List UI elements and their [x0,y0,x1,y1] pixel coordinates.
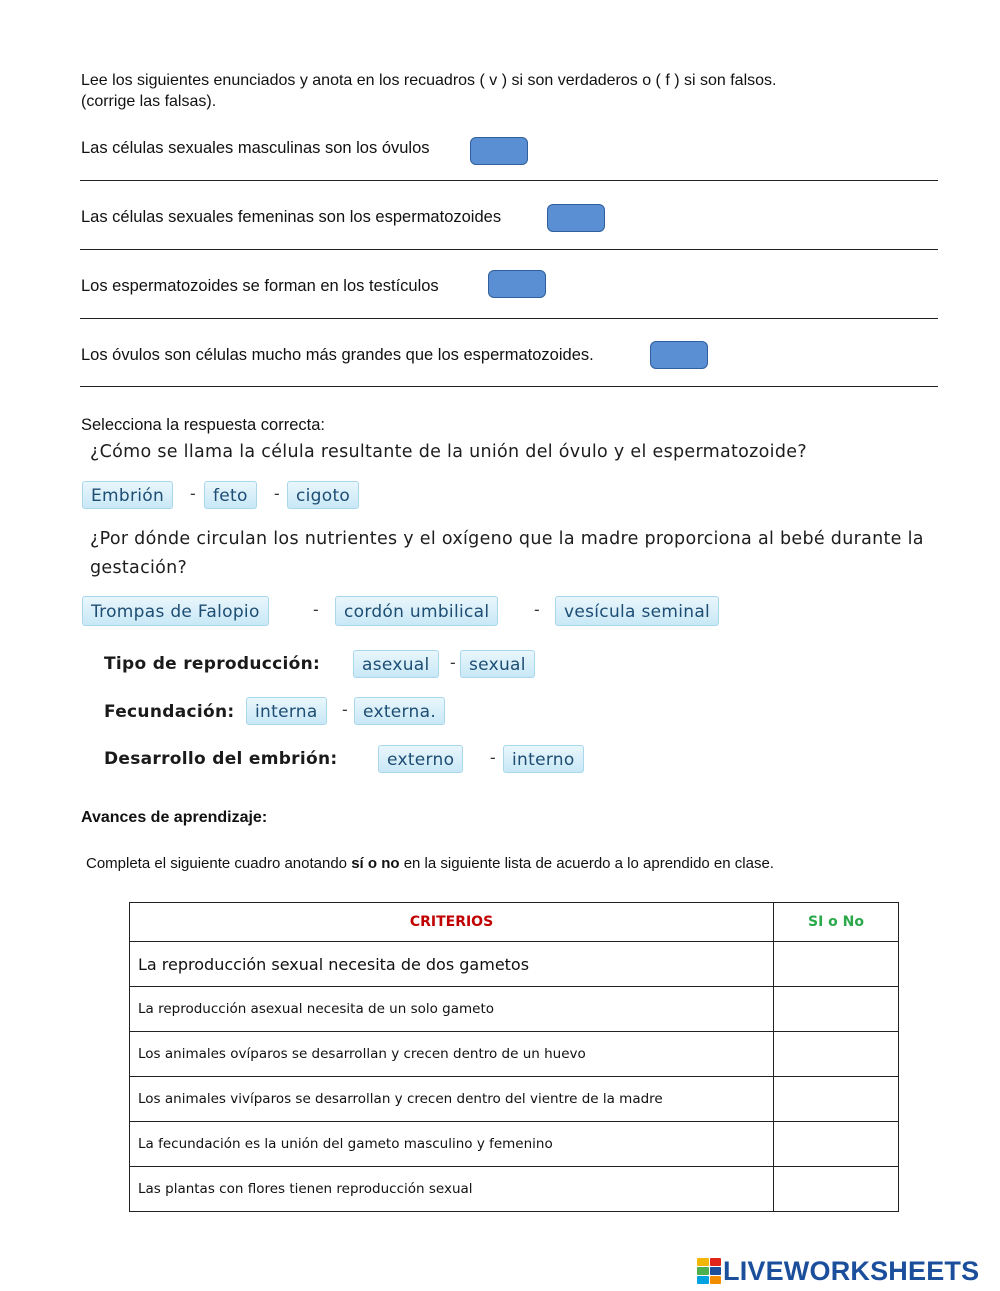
statement-1: Las células sexuales masculinas son los óvulos [81,139,430,157]
answer-box-3[interactable] [488,270,546,298]
answer-cell[interactable] [774,1167,899,1212]
question-2: ¿Por dónde circulan los nutrientes y el oxígeno que la madre proporciona al bebé durante la gestación? [90,529,924,578]
answer-box-2[interactable] [547,204,605,232]
separator: - [490,748,496,767]
answer-cell[interactable] [774,1032,899,1077]
answer-line-2[interactable] [80,249,938,250]
brand-name: LIVEWORKSHEETS [723,1255,980,1286]
option-embrion[interactable]: Embrión [82,481,173,509]
criteria-table [129,902,899,1212]
criterion-cell: Los animales vivíparos se desarrollan y crecen dentro del vientre de la madre [130,1077,774,1122]
statement-2: Las células sexuales femeninas son los espermatozoides [81,208,502,226]
statement-4: Los óvulos son células mucho más grandes que los espermatozoides. [81,346,594,364]
answer-cell[interactable] [774,987,899,1032]
tipo-reproduccion-label: Tipo de reproducción: [104,654,321,674]
separator: - [534,600,540,619]
table-row [130,942,899,987]
option-interno[interactable]: interno [503,745,584,773]
option-sexual[interactable]: sexual [460,650,535,678]
avances-intro [86,855,774,872]
option-cigoto[interactable]: cigoto [287,481,359,509]
criterion-cell: Los animales ovíparos se desarrollan y crecen dentro de un huevo [130,1032,774,1077]
answer-cell[interactable] [774,1122,899,1167]
answer-box-1[interactable] [470,137,528,165]
separator: - [313,600,319,619]
fecundacion-label: Fecundación: [104,702,235,722]
answer-cell[interactable] [774,1077,899,1122]
desarrollo-embrion-label: Desarrollo del embrión: [104,749,338,769]
option-externa[interactable]: externa. [354,697,445,725]
table-row [130,1122,899,1167]
option-externo[interactable]: externo [378,745,463,773]
option-feto[interactable]: feto [204,481,257,509]
criterion-cell: Las plantas con flores tienen reproducción sexual [130,1167,774,1212]
criterion-cell: La fecundación es la unión del gameto masculino y femenino [130,1122,774,1167]
separator: - [274,484,280,503]
answer-cell[interactable] [774,942,899,987]
answer-box-4[interactable] [650,341,708,369]
statement-3: Los espermatozoides se forman en los testículos [81,277,439,295]
criterion-cell: La reproducción sexual necesita de dos gametos [130,942,774,987]
instructions-line-2: (corrige las falsas). [81,93,217,110]
table-row [130,1032,899,1077]
option-interna[interactable]: interna [246,697,327,725]
liveworksheets-logo [697,1254,979,1288]
question-1: ¿Cómo se llama la célula resultante de la unión del óvulo y el espermatozoide? [90,442,807,462]
avances-intro-text: en la siguiente lista de acuerdo a lo aprendido en clase. [399,855,774,872]
instructions-line-1: Lee los siguientes enunciados y anota en los recuadros ( v ) si son verdaderos o ( f ) si son falsos. [81,72,777,89]
liveworksheets-logo-icon [697,1258,721,1284]
option-vesicula-seminal[interactable]: vesícula seminal [555,596,719,626]
header-criterios: CRITERIOS [130,903,774,942]
separator: - [190,484,196,503]
select-heading: Selecciona la respuesta correcta: [81,416,325,434]
table-row [130,987,899,1032]
option-trompas-de-falopio[interactable]: Trompas de Falopio [82,596,269,626]
header-si-no: SI o No [774,903,899,942]
table-header-row [130,903,899,942]
table-row [130,1077,899,1122]
criterion-cell: La reproducción asexual necesita de un solo gameto [130,987,774,1032]
answer-line-1[interactable] [80,180,938,181]
table-row [130,1167,899,1212]
avances-intro-bold: sí o no [351,855,400,872]
answer-line-4[interactable] [80,386,938,387]
avances-title: Avances de aprendizaje: [81,809,268,826]
option-cordon-umbilical[interactable]: cordón umbilical [335,596,498,626]
option-asexual[interactable]: asexual [353,650,439,678]
avances-intro-text: Completa el siguiente cuadro anotando [86,855,352,872]
separator: - [450,653,456,672]
separator: - [342,700,348,719]
answer-line-3[interactable] [80,318,938,319]
instructions [81,70,901,112]
